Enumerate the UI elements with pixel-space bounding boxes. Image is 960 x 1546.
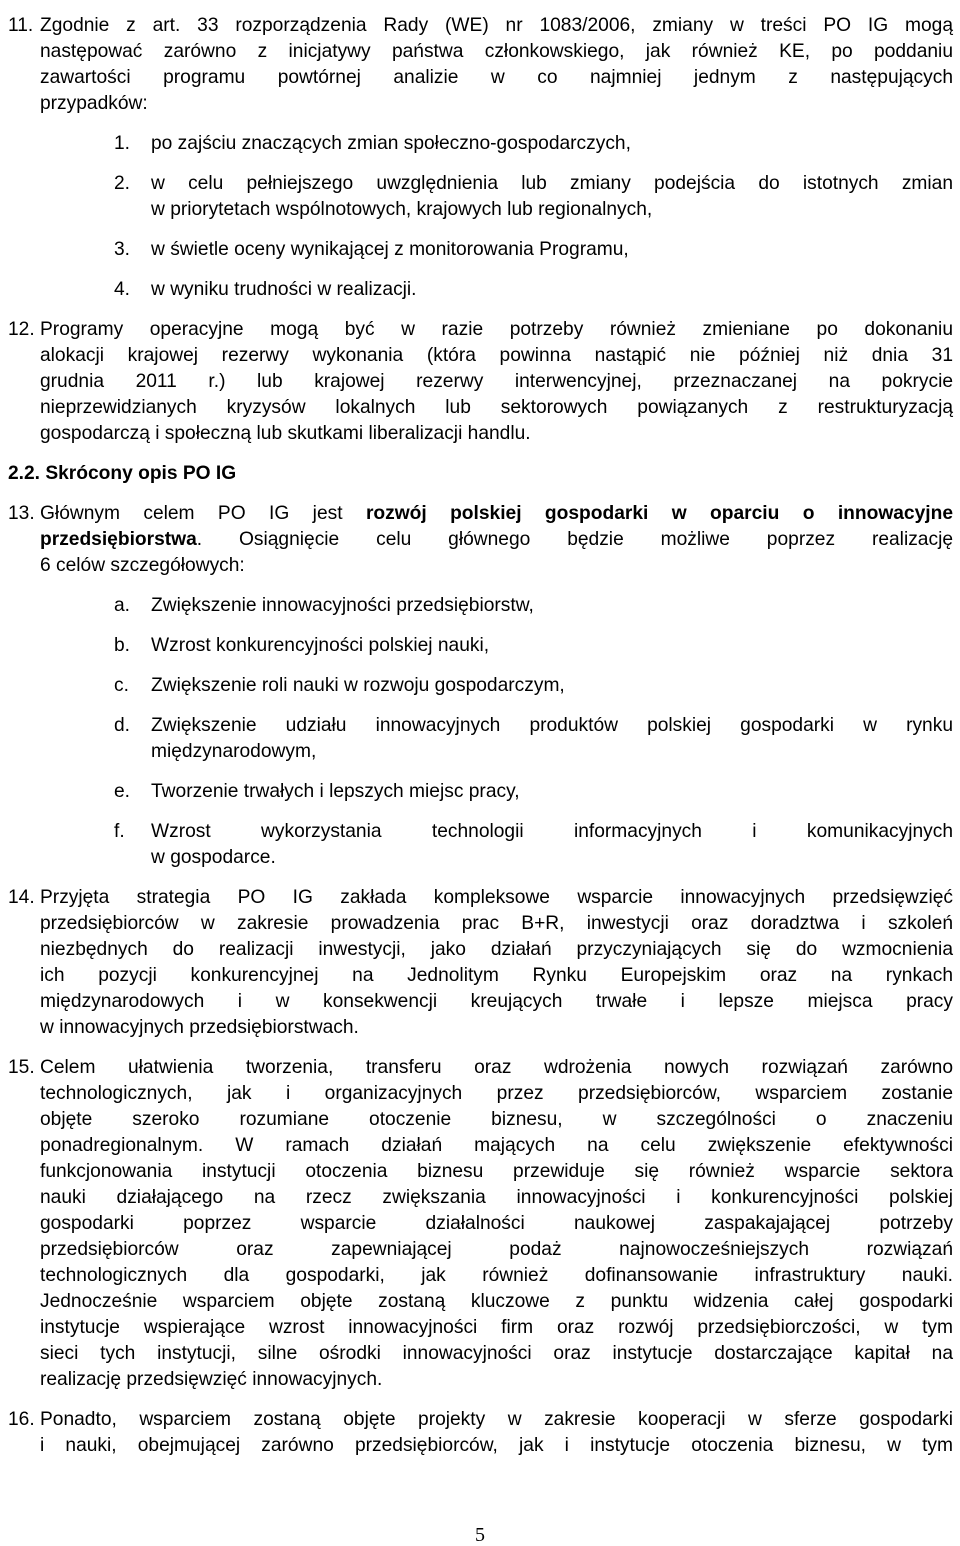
text-line: przedsiębiorców oraz zapewniającej podaż najnowocześniejszych rozwiązań xyxy=(40,1239,953,1260)
text-line: Zwiększenie innowacyjności przedsiębiorstw, xyxy=(151,595,534,616)
list-number: 14. xyxy=(8,887,35,908)
text-line: w świetle oceny wynikającej z monitorowania Programu, xyxy=(151,239,629,260)
text-line: w celu pełniejszego uwzględnienia lub zmiany podejścia do istotnych zmian xyxy=(151,173,953,194)
bold-phrase: rozwój polskiej gospodarki w oparciu o innowacyjne xyxy=(365,503,953,524)
text-line: międzynarodowym, xyxy=(151,741,317,762)
list-number: 1. xyxy=(114,133,131,154)
text-line: Celem ułatwienia tworzenia, transferu oraz wdrożenia nowych rozwiązań zarówno xyxy=(40,1057,953,1078)
list-number: 2. xyxy=(114,173,131,194)
bold-phrase: przedsiębiorstwa xyxy=(40,529,197,550)
text-line: niezbędnych do realizacji inwestycji, jako działań przyczyniających się do wzmocnienia xyxy=(40,939,953,960)
text-line: Tworzenie trwałych i lepszych miejsc pracy, xyxy=(151,781,520,802)
text-line: Wzrost wykorzystania technologii informacyjnych i komunikacyjnych xyxy=(151,821,953,842)
page-number: 5 xyxy=(475,1524,485,1546)
text-line: grudnia 2011 r.) lub krajowej rezerwy interwencyjnej, przeznaczanej na pokrycie xyxy=(40,371,953,392)
text-line: funkcjonowania instytucji otoczenia biznesu przewiduje się również wsparcie sektora xyxy=(40,1161,953,1182)
list-number: 3. xyxy=(114,239,131,260)
text-line: zawartości programu powtórnej analizie w co najmniej jednym z następujących xyxy=(40,67,953,88)
list-number: 12. xyxy=(8,319,35,340)
text-line: po zajściu znaczących zmian społeczno-gospodarczych, xyxy=(151,133,631,154)
text-line: przedsiębiorstwa. Osiągnięcie celu głównego będzie możliwe poprzez realizację xyxy=(40,529,953,550)
text-line: Przyjęta strategia PO IG zakłada kompleksowe wsparcie innowacyjnych przedsięwzięć xyxy=(40,887,953,908)
text-line: Ponadto, wsparciem zostaną objęte projekty w zakresie kooperacji w sferze gospodarki xyxy=(40,1409,953,1430)
text-line: Jednocześnie wsparciem objęte zostaną kluczowe z punktu widzenia całej gospodarki xyxy=(40,1291,953,1312)
list-number: 16. xyxy=(8,1409,35,1430)
text-line: alokacji krajowej rezerwy wykonania (która powinna nastąpić nie później niż dnia 31 xyxy=(40,345,953,366)
text-line: technologicznych, jak i organizacyjnych przez przedsiębiorców, wsparciem zostanie xyxy=(40,1083,953,1104)
text-line: realizację przedsięwzięć innowacyjnych. xyxy=(40,1369,383,1390)
text-line: objęte szeroko rozumiane otoczenie biznesu, w szczególności o znaczeniu xyxy=(40,1109,953,1130)
text-line: Głównym celem PO IG jest rozwój polskiej gospodarki w oparciu o innowacyjne xyxy=(40,503,953,524)
text-line: w innowacyjnych przedsiębiorstwach. xyxy=(40,1017,359,1038)
text-line: ich pozycji konkurencyjnej na Jednolitym Rynku Europejskim oraz na rynkach xyxy=(40,965,953,986)
text-line: nieprzewidzianych kryzysów lokalnych lub sektorowych powiązanych z restrukturyzacją xyxy=(40,397,953,418)
list-number: f. xyxy=(114,821,125,842)
text-line: ponadregionalnym. W ramach działań mających na celu zwiększenie efektywności xyxy=(40,1135,953,1156)
text-line: Wzrost konkurencyjności polskiej nauki, xyxy=(151,635,490,656)
text-line: następować zarówno z inicjatywy państwa członkowskiego, jak również KE, po poddaniu xyxy=(40,41,953,62)
list-number: c. xyxy=(114,675,129,696)
list-number: a. xyxy=(114,595,131,616)
section-heading: 2.2. Skrócony opis PO IG xyxy=(8,463,237,484)
list-number: e. xyxy=(114,781,131,802)
text-line: instytucje wspierające wzrost innowacyjności firm oraz rozwój przedsiębiorczości, w tym xyxy=(40,1317,953,1338)
text-line: nauki działającego na rzecz zwiększania innowacyjności i konkurencyjności polskiej xyxy=(40,1187,953,1208)
text-line: i nauki, obejmującej zarówno przedsiębiorców, jak i instytucje otoczenia biznesu, w tym xyxy=(40,1435,953,1456)
text-line: przypadków: xyxy=(40,93,148,114)
text-line: Programy operacyjne mogą być w razie potrzeby również zmieniane po dokonaniu xyxy=(40,319,953,340)
text-line: w priorytetach wspólnotowych, krajowych lub regionalnych, xyxy=(151,199,653,220)
list-number: d. xyxy=(114,715,131,736)
list-number: 11. xyxy=(8,15,34,36)
text-line: Zwiększenie roli nauki w rozwoju gospodarczym, xyxy=(151,675,565,696)
text-line: 6 celów szczegółowych: xyxy=(40,555,245,576)
text-line: w wyniku trudności w realizacji. xyxy=(151,279,417,300)
text-line: gospodarki poprzez wsparcie działalności naukowej zaspakajającej potrzeby xyxy=(40,1213,953,1234)
text-line: przedsiębiorców w zakresie prowadzenia prac B+R, inwestycji oraz doradztwa i szkoleń xyxy=(40,913,953,934)
text-line: Zwiększenie udziału innowacyjnych produktów polskiej gospodarki w rynku xyxy=(151,715,953,736)
text-line: technologicznych dla gospodarki, jak również dofinansowanie infrastruktury nauki. xyxy=(40,1265,953,1286)
list-number: 4. xyxy=(114,279,131,300)
list-number: 15. xyxy=(8,1057,35,1078)
text-line: sieci tych instytucji, silne ośrodki innowacyjności oraz instytucje dostarczające kapitał na xyxy=(40,1343,953,1364)
text-line: gospodarczą i społeczną lub skutkami liberalizacji handlu. xyxy=(40,423,531,444)
list-number: 13. xyxy=(8,503,35,524)
list-number: b. xyxy=(114,635,131,656)
text-line: w gospodarce. xyxy=(151,847,276,868)
text-line: Zgodnie z art. 33 rozporządzenia Rady (WE) nr 1083/2006, zmiany w treści PO IG mogą xyxy=(40,15,953,36)
text-line: międzynarodowych i w konsekwencji kreujących trwałe i lepsze miejsca pracy xyxy=(40,991,953,1012)
